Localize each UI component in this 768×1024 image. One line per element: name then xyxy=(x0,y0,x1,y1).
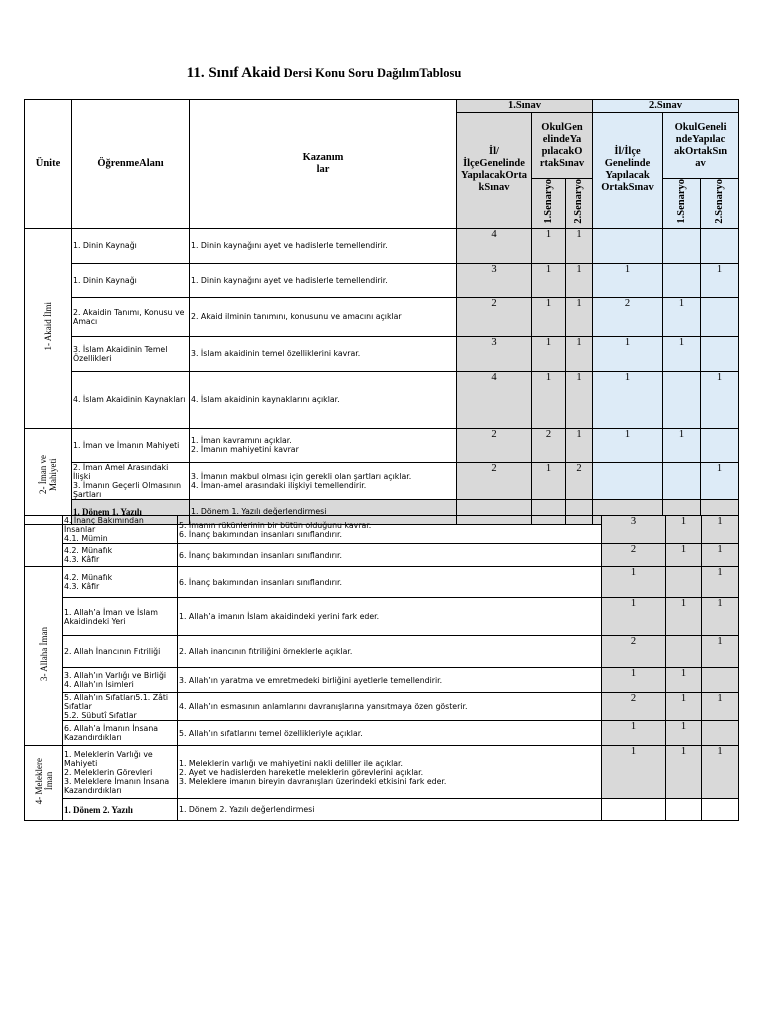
count-cell: 1 xyxy=(666,544,702,567)
table-row xyxy=(25,746,739,799)
header-il-ilce-2: İl/İlçe Genelinde Yapılacak OrtakSınav xyxy=(593,113,663,229)
ogrenme-alani-cell: 1. Allah’a İman ve İslam Akaidindeki Yeri xyxy=(63,598,178,636)
kazanim-cell: 3. İmanın makbul olması için gerekli olan şartları açıklar. 4. İman-amel arasındaki ilişkiyi temellendirir. xyxy=(190,462,457,499)
ogrenme-alani-cell: 4. İnanç Bakımından İnsanlar 4.1. Mümin xyxy=(63,516,178,544)
count-cell: 2 xyxy=(457,462,532,499)
count-cell xyxy=(702,668,739,693)
unite-iman-mahiyeti: 2- İman ve Mahiyeti xyxy=(25,428,72,524)
count-cell: 1 xyxy=(666,721,702,746)
ogrenme-alani-cell: 3. İslam Akaidinin Temel Özellikleri xyxy=(72,336,190,371)
table-row xyxy=(25,263,739,297)
count-cell xyxy=(663,371,701,428)
count-cell: 1 xyxy=(701,263,739,297)
kazanim-cell: 6. İnanç bakımından insanları sınıflandırır. xyxy=(178,567,602,598)
count-cell: 1 xyxy=(666,668,702,693)
kazanim-cell: 6. İnanç bakımından insanları sınıflandırır. xyxy=(178,544,602,567)
ogrenme-alani-cell: 6. Allah’a İmanın İnsana Kazandırdıkları xyxy=(63,721,178,746)
count-cell: 2 xyxy=(593,297,663,336)
count-cell: 1 xyxy=(602,598,666,636)
count-cell: 2 xyxy=(532,428,566,462)
count-cell xyxy=(593,228,663,263)
count-cell xyxy=(593,462,663,499)
count-cell: 1 xyxy=(663,428,701,462)
count-cell: 1 xyxy=(602,668,666,693)
kazanim-cell: 5. Allah’ın sıfatlarını temel özellikleriyle açıklar. xyxy=(178,721,602,746)
count-cell: 1 xyxy=(666,746,702,799)
ogrenme-alani-cell: 5. Allah’ın Sıfatları5.1. Zâti Sıfatlar 5.2. Sübutî Sıfatlar xyxy=(63,693,178,721)
kazanim-cell: 4. İslam akaidinin kaynaklarını açıklar. xyxy=(190,371,457,428)
count-cell: 1 xyxy=(663,297,701,336)
count-cell: 1 xyxy=(702,598,739,636)
ogrenme-alani-cell: 4.2. Münafık 4.3. Kâfir xyxy=(63,567,178,598)
count-cell: 1 xyxy=(566,336,593,371)
count-cell: 1 xyxy=(532,336,566,371)
count-cell: 1 xyxy=(666,693,702,721)
unite-allaha-iman: 3- Allaha İman xyxy=(25,567,63,746)
count-cell xyxy=(663,263,701,297)
count-cell xyxy=(663,462,701,499)
count-cell: 1 xyxy=(532,263,566,297)
count-cell: 1 xyxy=(593,336,663,371)
title-main: 11. Sınıf Akaid xyxy=(186,65,281,81)
kazanim-cell: 5. İmanın rükünlerinin bir bütün olduğunu kavrar. 6. İnanç bakımından insanları sınıflandırır. xyxy=(178,516,602,544)
count-cell: 1 xyxy=(702,746,739,799)
table-row xyxy=(25,428,739,462)
header-sinav-2: 2.Sınav xyxy=(593,100,739,113)
kazanim-cell: 2. Allah inancının fıtriliğini örneklerle açıklar. xyxy=(178,636,602,668)
ogrenme-alani-cell: 2. İman Amel Arasındaki İlişki 3. İmanın Geçerli Olmasının Şartları xyxy=(72,462,190,499)
count-cell: 2 xyxy=(602,693,666,721)
count-cell: 1 xyxy=(701,462,739,499)
header-unite: Ünite xyxy=(25,100,72,229)
ogrenme-alani-cell: 1. Dinin Kaynağı xyxy=(72,228,190,263)
count-cell: 4 xyxy=(457,371,532,428)
count-cell: 2 xyxy=(457,428,532,462)
page-title xyxy=(0,64,648,82)
table-row xyxy=(25,668,739,693)
count-cell: 2 xyxy=(457,297,532,336)
unite-akaid-ilmi: 1- Akaid İlmi xyxy=(25,228,72,428)
kazanim-cell: 1. Dinin kaynağını ayet ve hadislerle temellendirir. xyxy=(190,263,457,297)
ogrenme-alani-cell: 1. Dinin Kaynağı xyxy=(72,263,190,297)
count-cell: 3 xyxy=(457,336,532,371)
count-cell: 1 xyxy=(702,693,739,721)
count-cell: 3 xyxy=(457,263,532,297)
count-cell: 1 xyxy=(566,297,593,336)
count-cell xyxy=(666,567,702,598)
header-kazanimlar: Kazanım lar xyxy=(190,100,457,229)
count-cell xyxy=(666,799,702,821)
header-il-ilce-1: İl/ İlçeGenelinde YapılacakOrta kSınav xyxy=(457,113,532,229)
count-cell xyxy=(663,228,701,263)
kazanim-cell: 1. Dönem 1. Yazılı değerlendirmesi xyxy=(190,499,457,524)
count-cell: 1 xyxy=(566,228,593,263)
ogrenme-alani-cell: 1. Dönem 2. Yazılı xyxy=(63,799,178,821)
table-row xyxy=(25,228,739,263)
count-cell: 1 xyxy=(593,428,663,462)
count-cell: 4 xyxy=(457,228,532,263)
table-row xyxy=(25,636,739,668)
kazanim-cell: 1. Dönem 2. Yazılı değerlendirmesi xyxy=(178,799,602,821)
count-cell: 1 xyxy=(666,598,702,636)
count-cell: 1 xyxy=(602,721,666,746)
count-cell: 2 xyxy=(602,544,666,567)
table-row xyxy=(25,336,739,371)
unite-meleklere-iman: 4- Meleklere İman xyxy=(25,746,63,821)
count-cell xyxy=(701,336,739,371)
ogrenme-alani-cell: 4.2. Münafık 4.3. Kâfir xyxy=(63,544,178,567)
count-cell: 1 xyxy=(532,228,566,263)
table-row xyxy=(25,721,739,746)
distribution-table-1 xyxy=(24,99,739,525)
header-okul-2: OkulGeneli ndeYapılac akOrtakSın av xyxy=(663,113,739,179)
header-okul-1: OkulGen elindeYa pılacakO rtakSınav xyxy=(532,113,593,179)
count-cell: 1 xyxy=(702,516,739,544)
distribution-table-2 xyxy=(24,515,739,821)
ogrenme-alani-cell: 3. Allah’ın Varlığı ve Birliği 4. Allah’ın İsimleri xyxy=(63,668,178,693)
kazanim-cell: 3. Allah’ın yaratma ve emretmedeki birliğini ayetlerle temellendirir. xyxy=(178,668,602,693)
table-row xyxy=(25,693,739,721)
ogrenme-alani-cell: 1. Dönem 1. Yazılı xyxy=(72,499,190,524)
count-cell: 2 xyxy=(602,636,666,668)
kazanim-cell: 2. Akaid ilminin tanımını, konusunu ve amacını açıklar xyxy=(190,297,457,336)
count-cell: 2 xyxy=(566,462,593,499)
table-row xyxy=(25,462,739,499)
table-row xyxy=(25,516,739,544)
count-cell: 1 xyxy=(532,297,566,336)
unite-blank xyxy=(25,516,63,567)
table-row xyxy=(25,371,739,428)
count-cell: 1 xyxy=(566,428,593,462)
count-cell: 3 xyxy=(602,516,666,544)
header-sinav-1: 1.Sınav xyxy=(457,100,593,113)
title-rest: Dersi Konu Soru DağılımTablosu xyxy=(280,66,462,80)
count-cell: 1 xyxy=(593,263,663,297)
header-senaryo-2a: 2.Senaryo xyxy=(566,179,593,229)
table-row xyxy=(25,598,739,636)
count-cell: 1 xyxy=(702,544,739,567)
header-senaryo-1a: 1.Senaryo xyxy=(532,179,566,229)
count-cell: 1 xyxy=(532,371,566,428)
ogrenme-alani-cell: 1. İman ve İmanın Mahiyeti xyxy=(72,428,190,462)
kazanim-cell: 1. İman kavramını açıklar. 2. İmanın mahiyetini kavrar xyxy=(190,428,457,462)
count-cell: 1 xyxy=(666,516,702,544)
count-cell: 1 xyxy=(602,567,666,598)
count-cell: 1 xyxy=(566,371,593,428)
kazanim-cell: 3. İslam akaidinin temel özelliklerini kavrar. xyxy=(190,336,457,371)
count-cell xyxy=(702,799,739,821)
count-cell xyxy=(702,721,739,746)
header-senaryo-1b: 1.Senaryo xyxy=(663,179,701,229)
count-cell xyxy=(666,636,702,668)
count-cell xyxy=(701,297,739,336)
kazanim-cell: 1. Dinin kaynağını ayet ve hadislerle temellendirir. xyxy=(190,228,457,263)
header-senaryo-2b: 2.Senaryo xyxy=(701,179,739,229)
count-cell xyxy=(602,799,666,821)
count-cell: 1 xyxy=(702,567,739,598)
ogrenme-alani-cell: 1. Meleklerin Varlığı ve Mahiyeti 2. Meleklerin Görevleri 3. Meleklere İmanın İnsana Kazandırdıkları xyxy=(63,746,178,799)
table-row xyxy=(25,567,739,598)
header-ogrenme-alani: ÖğrenmeAlanı xyxy=(72,100,190,229)
ogrenme-alani-cell: 4. İslam Akaidinin Kaynakları xyxy=(72,371,190,428)
ogrenme-alani-cell: 2. Allah İnancının Fıtriliği xyxy=(63,636,178,668)
count-cell: 1 xyxy=(701,371,739,428)
count-cell: 1 xyxy=(602,746,666,799)
count-cell xyxy=(701,228,739,263)
kazanim-cell: 1. Allah’a imanın İslam akaidindeki yerini fark eder. xyxy=(178,598,602,636)
kazanim-cell: 4. Allah’ın esmasının anlamlarını davranışlarına yansıtmaya özen gösterir. xyxy=(178,693,602,721)
table-row xyxy=(25,799,739,821)
count-cell: 1 xyxy=(702,636,739,668)
kazanim-cell: 1. Meleklerin varlığı ve mahiyetini nakli deliller ile açıklar. 2. Ayet ve hadislerden hareketle meleklerin görevlerini açıklar. 3. Meleklere imanın bireyin davranışları üzerindeki etkisini fark eder. xyxy=(178,746,602,799)
count-cell: 1 xyxy=(663,336,701,371)
count-cell: 1 xyxy=(566,263,593,297)
count-cell: 1 xyxy=(593,371,663,428)
count-cell xyxy=(701,428,739,462)
ogrenme-alani-cell: 2. Akaidin Tanımı, Konusu ve Amacı xyxy=(72,297,190,336)
table-row xyxy=(25,297,739,336)
count-cell: 1 xyxy=(532,462,566,499)
table-row xyxy=(25,544,739,567)
